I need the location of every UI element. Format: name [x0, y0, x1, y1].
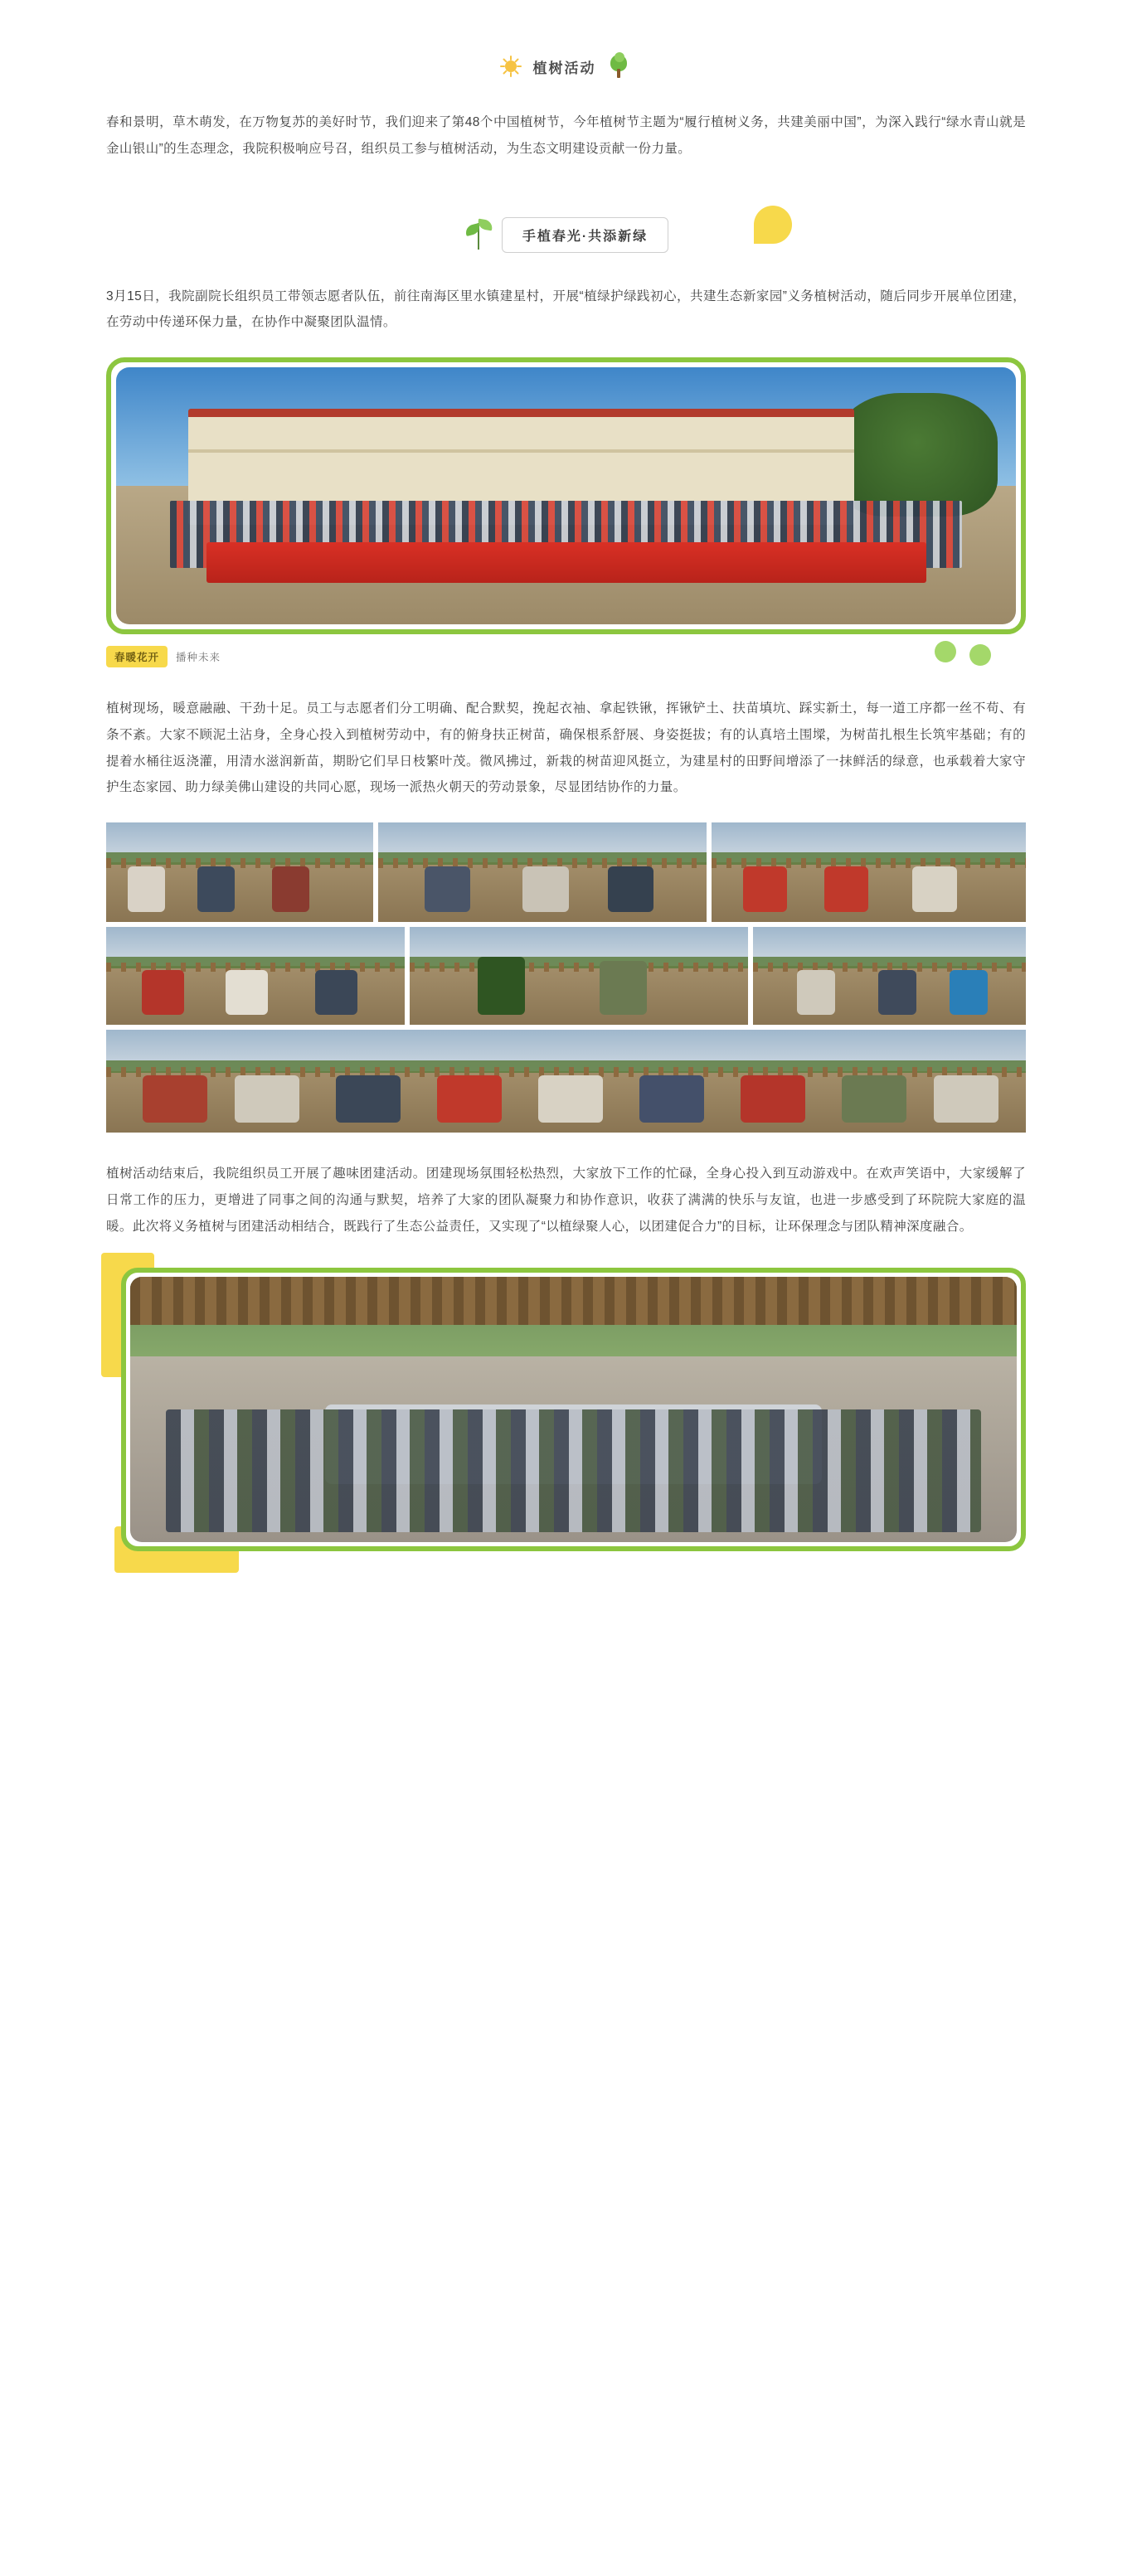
photo-group-1 [106, 1030, 1026, 1133]
decor-trees-icon [926, 601, 1026, 651]
photo-grid [106, 822, 1026, 1133]
intro-block [0, 109, 1132, 163]
photo-grid-row [106, 1030, 1026, 1133]
section-three-block [0, 1161, 1132, 1239]
sun-icon [500, 56, 522, 77]
hero-photo-frame [106, 357, 1026, 634]
photo-grid-row [106, 927, 1026, 1025]
section-two-block [0, 696, 1132, 801]
section-one-block [0, 284, 1132, 337]
section-header-badge [475, 48, 658, 85]
subsection-header-inner [464, 217, 668, 253]
page-title: 植树活动 [532, 60, 596, 76]
section-header [0, 48, 1132, 85]
tree-icon [608, 55, 629, 78]
red-banner [206, 542, 926, 584]
final-photo-scene [130, 1277, 1017, 1542]
photo-grid-row [106, 822, 1026, 922]
sprout-icon [464, 218, 493, 253]
final-photo [130, 1277, 1017, 1542]
intro-paragraph: 春和景明，草木萌发，在万物复苏的美好时节，我们迎来了第48个中国植树节，今年植树节主题为“履行植树义务，共建美丽中国”，为深入践行“绿水青山就是金山银山”的生态理念，我院积极响应号召，组织员工参与植树活动，为生态文明建设贡献一份力量。 [106, 115, 1026, 156]
hero-photo [116, 367, 1016, 624]
article-page [0, 48, 1132, 1601]
photo-dig-1 [106, 822, 373, 922]
subsection-title: 手植春光·共添新绿 [502, 217, 668, 253]
decor-blob [754, 206, 792, 244]
photo-plant-1 [106, 927, 405, 1025]
background-tree [836, 393, 998, 517]
subsection-header [0, 211, 1132, 260]
pergola-roof [130, 1277, 1017, 1325]
final-photo-wrap [106, 1268, 1026, 1551]
photo-caption [106, 646, 1026, 667]
section-three-paragraph: 植树活动结束后，我院组织员工开展了趣味团建活动。团建现场氛围轻松热烈，大家放下工作的忙碌，全身心投入到互动游戏中。在欢声笑语中，大家缓解了日常工作的压力，更增进了同事之间的沟通与默契，培养了大家的团队凝聚力和协作意识，收获了满满的快乐与友谊，也进一步感受到了环院院大家庭的温暖。此次将义务植树与团建活动相结合，既践行了生态公益责任，又实现了“以植绿聚人心，以团建促合力”的目标，让环保理念与团队精神深度融合。 [106, 1167, 1026, 1234]
final-photo-frame [121, 1268, 1026, 1551]
caption-chip: 春暖花开 [106, 646, 168, 667]
section-one-paragraph: 3月15日，我院副院长组织员工带领志愿者队伍，前往南海区里水镇建星村，开展“植绿护绿践初心，共建生态新家园”义务植树活动，随后同步开展单位团建，在劳动中传递环保力量，在协作中凝聚团队温情。 [106, 289, 1026, 330]
section-two-paragraph: 植树现场，暖意融融、干劲十足。员工与志愿者们分工明确、配合默契，挽起衣袖、拿起铁锹，挥锹铲土、扶苗填坑、踩实新土，每一道工序都一丝不苟、有条不紊。大家不顾泥土沾身，全身心投入到植树劳动中，有的俯身扶正树苗，确保根系舒展、身姿挺拔；有的认真培土围墚，为树苗扎根生长筑牢基础；有的提着水桶往返浇灌，用清水滋润新苗，期盼它们早日枝繁叶茂。微风拂过，新栽的树苗迎风挺立，为建星村的田野间增添了一抹鲜活的绿意，也承载着大家守护生态家园、助力绿美佛山建设的共同心愿，现场一派热火朝天的劳动景象，尽显团结协作的力量。 [106, 701, 1026, 795]
photo-plant-3 [753, 927, 1026, 1025]
photo-plant-2 [410, 927, 747, 1025]
caption-text: 播种未来 [176, 652, 221, 664]
hero-photo-scene [116, 367, 1016, 624]
seated-people [166, 1409, 982, 1531]
photo-dig-3 [712, 822, 1026, 922]
photo-dig-2 [378, 822, 706, 922]
